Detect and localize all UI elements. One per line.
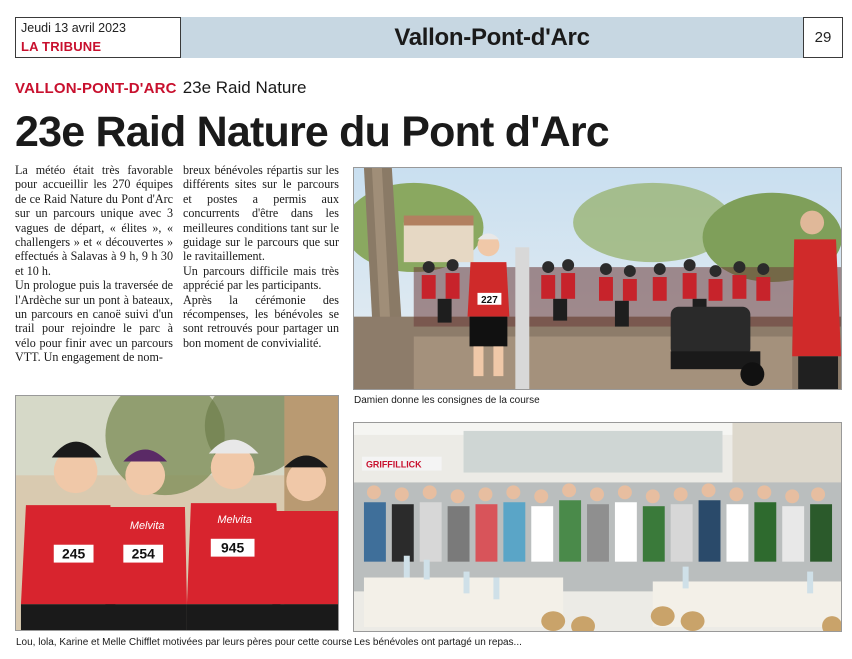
caption-top: Damien donne les consignes de la course — [354, 395, 540, 406]
paragraph: Un parcours difficile mais très apprécié par les participants. — [183, 263, 339, 293]
header-date: Jeudi 13 avril 2023 — [21, 21, 126, 35]
kicker-town: VALLON-PONT-D'ARC — [15, 80, 177, 97]
header-brand: LA TRIBUNE — [21, 39, 102, 54]
paragraph: breux bénévoles répartis sur les différents sites sur le parcours et postes a permis aux concurrents d'être dans les meilleures conditions tant sur le guidage sur le parcours que sur le ravitaillement. — [183, 163, 339, 264]
caption-right: Les bénévoles ont partagé un repas... — [354, 637, 522, 648]
paragraph: La météo était très favorable pour accueillir les 270 équipes de ce Raid Nature du Pont d'Arc sur un parcours unique avec 3 vagues de départ, « élites », « challengers » et « découvertes » effectués à Salavas à 9 h, 9 h 30 et 10 h. — [15, 163, 173, 278]
bib-number: 227 — [481, 294, 498, 306]
header-town: Vallon-Pont-d'Arc — [394, 23, 590, 51]
paragraph: Après la cérémonie des récompenses, les bénévoles se sont retrouvés pour partager un bon moment de convivialité. — [183, 292, 339, 350]
bib-number: 945 — [221, 539, 245, 556]
bib-number: 254 — [131, 545, 155, 562]
jersey-brand: Melvita — [129, 519, 165, 532]
kicker-subject: 23e Raid Nature — [182, 78, 307, 97]
article-kicker — [15, 78, 307, 98]
photo-volunteers-meal — [353, 422, 842, 632]
header-town-band — [181, 17, 803, 58]
article-column-2 — [183, 163, 339, 350]
photo-four-riders — [15, 395, 339, 631]
paragraph: Un prologue puis la traversée de l'Ardèche sur un pont à bateaux, un parcours en canoë suivi d'un trail pour rejoindre le parc à vélo pour finir avec un parcours VTT. Un engagement de nom- — [15, 278, 173, 365]
caption-left: Lou, lola, Karine et Melle Chifflet motivées par leurs pères pour cette course — [16, 637, 353, 648]
photo-start-briefing — [353, 167, 842, 390]
page-number: 29 — [803, 17, 843, 58]
bib-number: 245 — [62, 545, 86, 562]
wall-banner: GRIFFILLICK — [365, 459, 422, 470]
article-title: 23e Raid Nature du Pont d'Arc — [15, 108, 609, 156]
header-date-box — [15, 17, 181, 58]
jersey-brand: Melvita — [217, 513, 252, 526]
article-column-1 — [15, 163, 173, 365]
